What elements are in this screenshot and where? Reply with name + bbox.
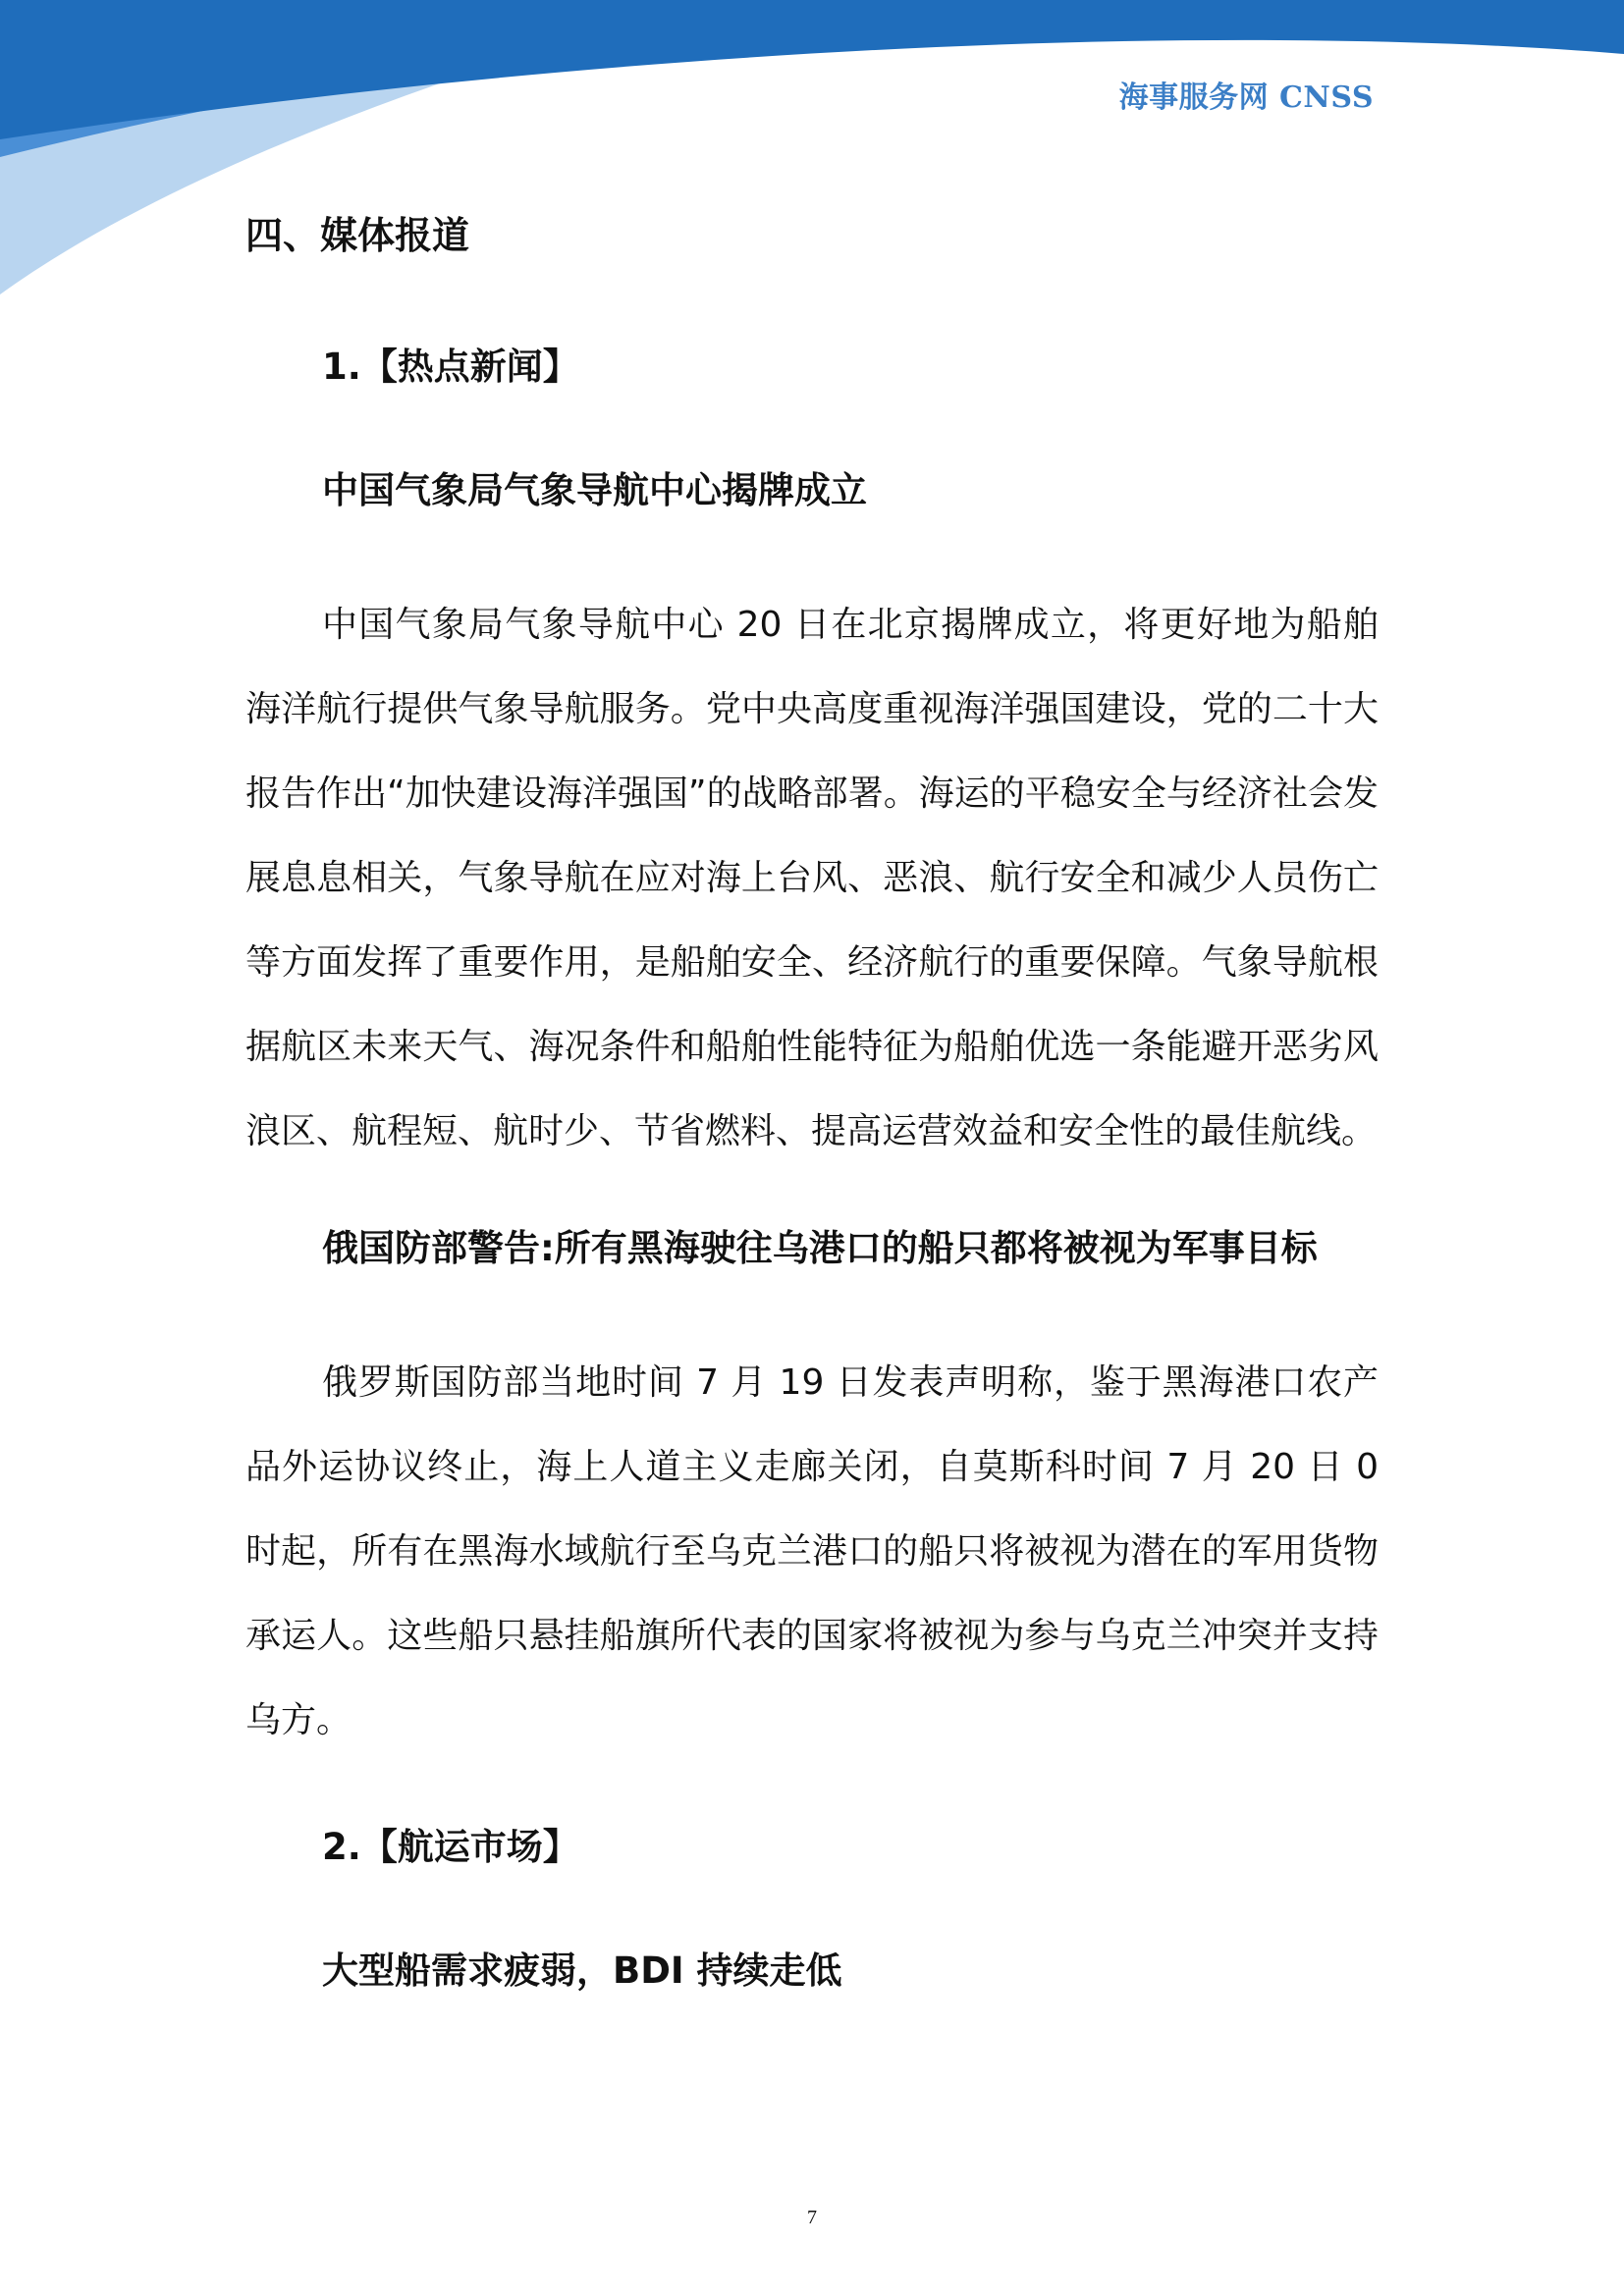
page-number: 7 — [807, 2207, 817, 2228]
article-body-black-sea-warning: 俄罗斯国防部当地时间 7 月 19 日发表声明称，鉴于黑海港口农产品外运协议终止，海上人道主义走廊关闭，自莫斯科时间 7 月 20 日 0 时起，所有在黑海水域航行至乌克兰港口的船只将被视为潜在的军用货物承运人。这些船只悬挂船旗所代表的国家将被视为参与乌克兰冲突并支持乌方。 — [245, 1362, 1379, 1740]
brand-logo-text: 海事服务网 CNSS — [1118, 80, 1374, 115]
section-title: 四、媒体报道 — [245, 214, 470, 257]
article-title-black-sea-warning: 俄国防部警告:所有黑海驶往乌港口的船只都将被视为军事目标 — [322, 1227, 1318, 1269]
article-title-weather-navigation: 中国气象局气象导航中心揭牌成立 — [322, 469, 867, 511]
article-title-bdi: 大型船需求疲弱，BDI 持续走低 — [322, 1949, 842, 1992]
shipping-market-heading: 2.【航运市场】 — [322, 1826, 579, 1868]
document-content — [245, 208, 1379, 2063]
article-body-weather-navigation: 中国气象局气象导航中心 20 日在北京揭牌成立，将更好地为船舶海洋航行提供气象导航服务。党中央高度重视海洋强国建设，党的二十大报告作出“加快建设海洋强国”的战略部署。海运的平稳安全与经济社会发展息息相关，气象导航在应对海上台风、恶浪、航行安全和减少人员伤亡等方面发挥了重要作用，是船舶安全、经济航行的重要保障。气象导航根据航区未来天气、海况条件和船舶性能特征为船舶优选一条能避开恶劣风浪区、航程短、航时少、节省燃料、提高运营效益和安全性的最佳航线。 — [245, 605, 1379, 1151]
hot-news-heading: 1.【热点新闻】 — [322, 346, 579, 388]
